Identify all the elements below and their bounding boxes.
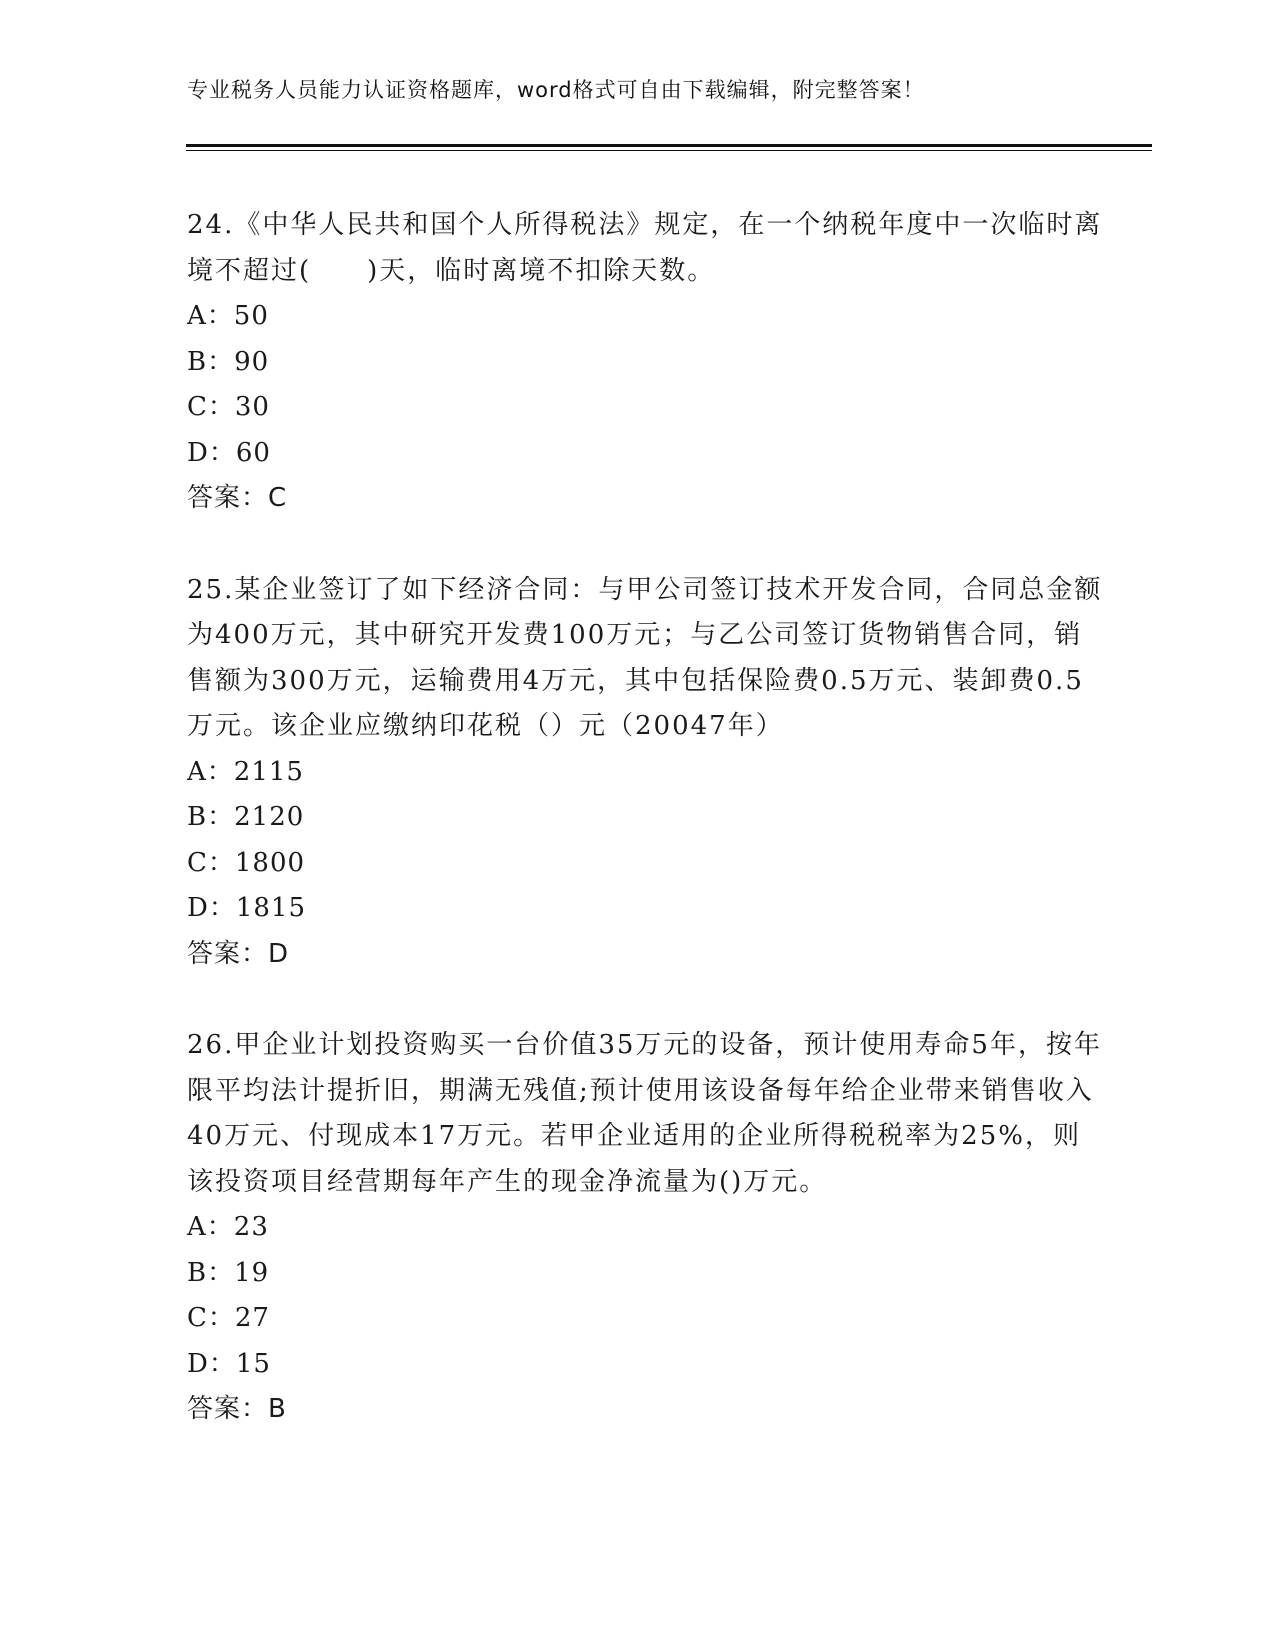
header-rule-thin	[186, 150, 1152, 151]
option-a: A：50	[187, 301, 269, 331]
page-header: 专业税务人员能力认证资格题库，word格式可自由下载编辑，附完整答案！	[187, 78, 925, 102]
question-24	[187, 203, 1107, 522]
option-c: C：30	[187, 392, 270, 422]
option-b: B：2120	[187, 802, 305, 832]
option-c: C：27	[187, 1303, 270, 1333]
option-b: B：19	[187, 1257, 270, 1288]
option-d: D：1815	[187, 893, 307, 923]
option-d: D：15	[187, 1348, 271, 1379]
option-d: D：60	[187, 437, 271, 468]
question-26	[187, 1023, 1107, 1433]
answer-line: 答案：B	[187, 1394, 287, 1424]
question-stem: 25.某企业签订了如下经济合同：与甲公司签订技术开发合同，合同总金额为400万元，其中研究开发费100万元；与乙公司签订货物销售合同，销售额为300万元，运输费用4万元，其中包括保险费0.5万元、装卸费0.5万元。该企业应缴纳印花税（）元（20047年）	[187, 574, 1103, 741]
option-a: A：23	[187, 1212, 269, 1242]
question-stem: 26.甲企业计划投资购买一台价值35万元的设备，预计使用寿命5年，按年限平均法计提折旧，期满无残值;预计使用该设备每年给企业带来销售收入40万元、付现成本17万元。若甲企业适用的企业所得税税率为25%，则该投资项目经营期每年产生的现金净流量为()万元。	[187, 1030, 1102, 1197]
question-list	[187, 203, 1107, 1433]
question-stem: 24.《中华人民共和国个人所得税法》规定，在一个纳税年度中一次临时离境不超过( )天，临时离境不扣除天数。	[187, 210, 1103, 286]
option-c: C：1800	[187, 847, 306, 878]
question-25	[187, 568, 1107, 978]
answer-line: 答案：D	[187, 938, 290, 969]
header-rule-thick	[186, 144, 1152, 147]
question-spacer	[187, 522, 1107, 568]
option-b: B：90	[187, 346, 270, 377]
option-a: A：2115	[187, 756, 304, 787]
question-spacer	[187, 977, 1107, 1023]
answer-line: 答案：C	[187, 483, 288, 513]
